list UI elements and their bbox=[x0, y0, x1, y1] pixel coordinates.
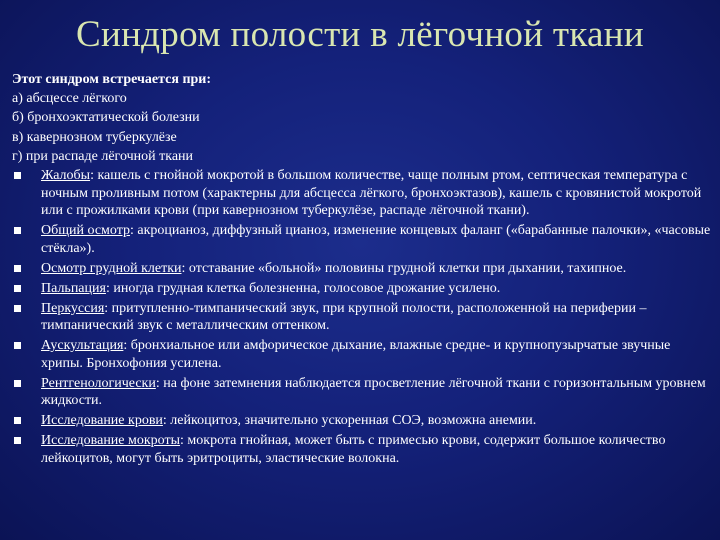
item-term: Исследование мокроты bbox=[41, 433, 181, 449]
item-term: Общий осмотр bbox=[41, 223, 131, 239]
item-term: Перкуссия bbox=[41, 300, 105, 316]
item-text: : иногда грудная клетка болезненна, голосовое дрожание усилено. bbox=[105, 280, 501, 296]
list-item bbox=[12, 337, 712, 372]
item-term: Пальпация bbox=[41, 280, 106, 296]
item-text: : кашель с гнойной мокротой в большом количестве, чаще полным ртом, септическая температура с ночным проливным потом (характерны для абсцесса лёгкого, бронхоэктазов), кашель с кровянистой мокротой или с прожилками крови (при кавернозном туберкулёзе, распаде лёгочной ткани). bbox=[41, 167, 702, 219]
item-text: : бронхиальное или амфорическое дыхание, влажные средне- и крупнопузырчатые звучные хрипы. Бронхофония усилена. bbox=[41, 338, 671, 371]
square-bullet-icon bbox=[14, 417, 21, 424]
intro-text: Этот синдром встречается при: bbox=[12, 72, 212, 87]
square-bullet-icon bbox=[14, 437, 21, 444]
square-bullet-icon bbox=[14, 380, 21, 387]
cause-item: г) при распаде лёгочной ткани bbox=[12, 148, 194, 164]
item-text: : мокрота гнойная, может быть с примесью крови, содержит большое количество лейкоцитов, могут быть эритроциты, эластические волокна. bbox=[41, 433, 666, 466]
cause-item: б) бронхоэктатической болезни bbox=[12, 110, 200, 126]
list-item bbox=[12, 280, 712, 298]
square-bullet-icon bbox=[14, 227, 21, 234]
item-text: : притупленно-тимпанический звук, при крупной полости, расположенной на периферии – тимпанический звук с металлическим оттенком. bbox=[41, 300, 647, 334]
list-item bbox=[12, 222, 712, 257]
list-item bbox=[12, 412, 712, 430]
findings-list bbox=[12, 167, 712, 468]
list-item bbox=[12, 167, 712, 220]
list-item bbox=[12, 375, 712, 410]
square-bullet-icon bbox=[14, 265, 21, 272]
slide-body bbox=[12, 71, 712, 470]
item-term: Жалобы bbox=[41, 167, 91, 183]
cause-item: а) абсцессе лёгкого bbox=[12, 91, 127, 107]
item-term: Аускультация bbox=[41, 338, 124, 354]
item-text: : лейкоцитоз, значительно ускоренная СОЭ, возможна анемии. bbox=[162, 413, 537, 429]
list-item bbox=[12, 432, 712, 467]
square-bullet-icon bbox=[14, 172, 21, 179]
item-text: : на фоне затемнения наблюдается просветление лёгочной ткани с горизонтальным уровнем жидкости. bbox=[41, 375, 706, 409]
slide-title: Синдром полости в лёгочной ткани bbox=[76, 14, 644, 55]
item-text: : акроцианоз, диффузный цианоз, изменение концевых фаланг («барабанные палочки», «часовые стёкла»). bbox=[41, 223, 711, 256]
item-term: Исследование крови bbox=[41, 413, 163, 429]
square-bullet-icon bbox=[14, 342, 21, 349]
item-text: : отставание «больной» половины грудной клетки при дыхании, тахипное. bbox=[181, 260, 627, 276]
list-item bbox=[12, 300, 712, 335]
cause-item: в) кавернозном туберкулёзе bbox=[12, 129, 177, 145]
item-term: Осмотр грудной клетки bbox=[41, 260, 182, 276]
square-bullet-icon bbox=[14, 285, 21, 292]
list-item bbox=[12, 260, 712, 278]
item-term: Рентгенологически bbox=[41, 375, 156, 391]
square-bullet-icon bbox=[14, 305, 21, 312]
